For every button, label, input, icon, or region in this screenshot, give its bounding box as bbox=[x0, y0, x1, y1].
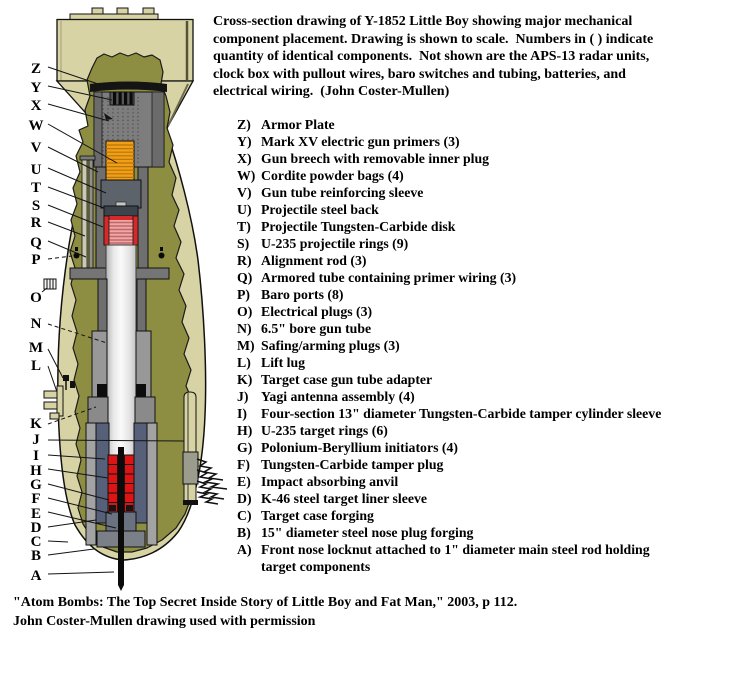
part-letter-B: B bbox=[30, 548, 42, 564]
tamper-cylinder-sleeve bbox=[96, 423, 109, 523]
legend-item-text: Target case forging bbox=[261, 508, 374, 523]
legend-item-letter: W) bbox=[237, 168, 256, 183]
bomb-cross-section-drawing bbox=[0, 0, 240, 600]
legend-item-letter: V) bbox=[237, 185, 252, 200]
legend-item-letter: Q) bbox=[237, 270, 253, 285]
legend-item-letter: K) bbox=[237, 372, 253, 387]
legend-item-text: U-235 target rings (6) bbox=[261, 423, 388, 438]
legend-item-letter: N) bbox=[237, 321, 252, 336]
legend-item-letter: C) bbox=[237, 508, 252, 523]
legend-item bbox=[237, 269, 661, 286]
part-letter-N: N bbox=[30, 316, 42, 332]
part-letters bbox=[29, 61, 44, 584]
part-letter-K: K bbox=[30, 416, 42, 432]
legend-item-text: Tungsten-Carbide tamper plug bbox=[261, 457, 444, 472]
legend-item-letter: S) bbox=[237, 236, 250, 251]
legend-item bbox=[237, 371, 661, 388]
intro-line: clock box with pullout wires, baro switches and tubing, batteries, and bbox=[213, 66, 626, 82]
legend-item-letter: L) bbox=[237, 355, 251, 370]
legend-item-text: Electrical plugs (3) bbox=[261, 304, 373, 319]
legend-item bbox=[237, 439, 661, 456]
legend-item-text: Gun breech with removable inner plug bbox=[261, 151, 490, 166]
intro-line: Cross-section drawing of Y-1852 Little Boy showing major mechanical bbox=[213, 14, 633, 29]
legend-item-text: Front nose locknut attached to 1" diameter main steel rod holding target components bbox=[261, 542, 650, 574]
legend-item-text: Yagi antenna assembly (4) bbox=[261, 389, 415, 404]
legend-item-letter: B) bbox=[237, 525, 251, 540]
part-letter-T: T bbox=[30, 180, 42, 196]
legend-item bbox=[237, 320, 661, 337]
part-letter-R: R bbox=[30, 215, 42, 231]
part-letter-O: O bbox=[30, 290, 42, 306]
part-letter-S: S bbox=[31, 198, 41, 214]
legend-item-text: Lift lug bbox=[261, 355, 306, 370]
legend-item-text: K-46 steel target liner sleeve bbox=[261, 491, 428, 506]
intro-line: electrical wiring. (John Coster-Mullen) bbox=[213, 84, 450, 99]
legend-item bbox=[237, 235, 661, 252]
part-letter-Q: Q bbox=[30, 235, 42, 251]
tamper-cylinder-sleeve bbox=[134, 423, 147, 523]
part-letter-U: U bbox=[30, 162, 42, 178]
part-letter-G: G bbox=[30, 477, 42, 493]
legend-item-text: Safing/arming plugs (3) bbox=[261, 338, 400, 353]
legend-item bbox=[237, 184, 661, 201]
legend-item bbox=[237, 473, 661, 490]
electrical-plug bbox=[44, 279, 56, 289]
legend-item-text: Impact absorbing anvil bbox=[261, 474, 399, 489]
legend-item-letter: A) bbox=[237, 542, 252, 557]
legend-item bbox=[237, 388, 661, 405]
legend-item bbox=[237, 303, 661, 320]
part-letter-H: H bbox=[30, 463, 42, 479]
legend-item-letter: T) bbox=[237, 219, 251, 234]
legend-item bbox=[237, 541, 661, 575]
legend-item bbox=[237, 286, 661, 303]
part-letter-Z: Z bbox=[30, 61, 42, 77]
legend-item-text: Cordite powder bags (4) bbox=[261, 168, 404, 183]
tungsten-carbide-disk bbox=[104, 206, 138, 216]
legend-item-text: Four-section 13" diameter Tungsten-Carbide tamper cylinder sleeve bbox=[261, 406, 662, 421]
legend-item-letter: U) bbox=[237, 202, 252, 217]
legend-item bbox=[237, 133, 661, 150]
legend-item-letter: O) bbox=[237, 304, 253, 319]
legend-item bbox=[237, 524, 661, 541]
legend-item bbox=[237, 405, 661, 422]
legend-item-letter: F) bbox=[237, 457, 251, 472]
parts-legend bbox=[237, 116, 661, 575]
part-letter-J: J bbox=[32, 432, 40, 448]
legend-item bbox=[237, 150, 661, 167]
legend-item bbox=[237, 456, 661, 473]
legend-item-text: Polonium-Beryllium initiators (4) bbox=[261, 440, 458, 455]
main-steel-rod bbox=[118, 447, 124, 585]
initiators bbox=[109, 505, 116, 511]
legend-item-text: 6.5" bore gun tube bbox=[261, 321, 372, 336]
legend-item-text: Projectile steel back bbox=[261, 202, 379, 217]
part-letter-C: C bbox=[30, 534, 42, 550]
part-letter-Y: Y bbox=[30, 80, 42, 96]
bulkhead bbox=[70, 268, 108, 279]
legend-item-text: Target case gun tube adapter bbox=[261, 372, 433, 387]
legend-item-text: Alignment rod (3) bbox=[261, 253, 367, 268]
part-letter-P: P bbox=[31, 252, 41, 268]
legend-item-letter: R) bbox=[237, 253, 252, 268]
part-letter-X: X bbox=[30, 98, 42, 114]
part-letter-M: M bbox=[28, 340, 44, 356]
legend-item-text: Gun tube reinforcing sleeve bbox=[261, 185, 424, 200]
legend-item-text: 15" diameter steel nose plug forging bbox=[261, 525, 474, 540]
legend-item-text: Projectile Tungsten-Carbide disk bbox=[261, 219, 456, 234]
citation bbox=[13, 593, 517, 631]
legend-item-letter: M) bbox=[237, 338, 255, 353]
legend-item-letter: H) bbox=[237, 423, 253, 438]
legend-item-letter: X) bbox=[237, 151, 252, 166]
legend-item-text: Armor Plate bbox=[261, 117, 335, 132]
steel-liner-sleeve bbox=[147, 423, 157, 545]
legend-item-letter: G) bbox=[237, 440, 253, 455]
legend-item-letter: J) bbox=[237, 389, 249, 404]
steel-liner-sleeve bbox=[86, 423, 96, 545]
citation-line: John Coster-Mullen drawing used with permission bbox=[13, 614, 316, 629]
citation-line: "Atom Bombs: The Top Secret Inside Story of Little Boy and Fat Man," 2003, p 112. bbox=[13, 595, 518, 610]
legend-item bbox=[237, 252, 661, 269]
legend-item bbox=[237, 201, 661, 218]
part-letter-L: L bbox=[30, 358, 42, 374]
legend-item-text: Baro ports (8) bbox=[261, 287, 344, 302]
bulkhead bbox=[136, 268, 169, 279]
legend-item-text: Mark XV electric gun primers (3) bbox=[261, 134, 460, 149]
part-letter-V: V bbox=[30, 140, 42, 156]
legend-item bbox=[237, 116, 661, 133]
nose-locknut bbox=[118, 585, 124, 591]
lift-lug bbox=[44, 386, 63, 419]
legend-item-letter: I) bbox=[237, 406, 247, 421]
part-letter-F: F bbox=[31, 491, 41, 507]
intro-line: quantity of identical components. Not shown are the APS-13 radar units, bbox=[213, 49, 650, 64]
gun-tube bbox=[106, 245, 136, 455]
part-letter-I: I bbox=[33, 448, 39, 464]
part-letter-E: E bbox=[30, 506, 42, 522]
legend-item-letter: Y) bbox=[237, 134, 252, 149]
legend-item bbox=[237, 422, 661, 439]
legend-item-letter: D) bbox=[237, 491, 252, 506]
u235-projectile-rings bbox=[104, 216, 138, 245]
part-letter-W: W bbox=[28, 118, 44, 134]
part-letter-A: A bbox=[30, 568, 42, 584]
target-assembly bbox=[86, 423, 157, 591]
legend-item bbox=[237, 507, 661, 524]
legend-item bbox=[237, 218, 661, 235]
cordite-powder-bags bbox=[106, 141, 134, 181]
legend-item-letter: E) bbox=[237, 474, 251, 489]
initiators bbox=[126, 505, 133, 511]
intro-paragraph bbox=[213, 13, 653, 101]
legend-item-letter: P) bbox=[237, 287, 251, 302]
legend-item-letter: Z) bbox=[237, 117, 251, 132]
legend-item-text: U-235 projectile rings (9) bbox=[261, 236, 409, 251]
legend-item-text: Armored tube containing primer wiring (3) bbox=[261, 270, 517, 285]
legend-item bbox=[237, 167, 661, 184]
part-letter-D: D bbox=[30, 520, 42, 536]
legend-item bbox=[237, 337, 661, 354]
legend-item bbox=[237, 354, 661, 371]
legend-item bbox=[237, 490, 661, 507]
intro-line: component placement. Drawing is shown to scale. Numbers in ( ) indicate bbox=[213, 31, 654, 47]
